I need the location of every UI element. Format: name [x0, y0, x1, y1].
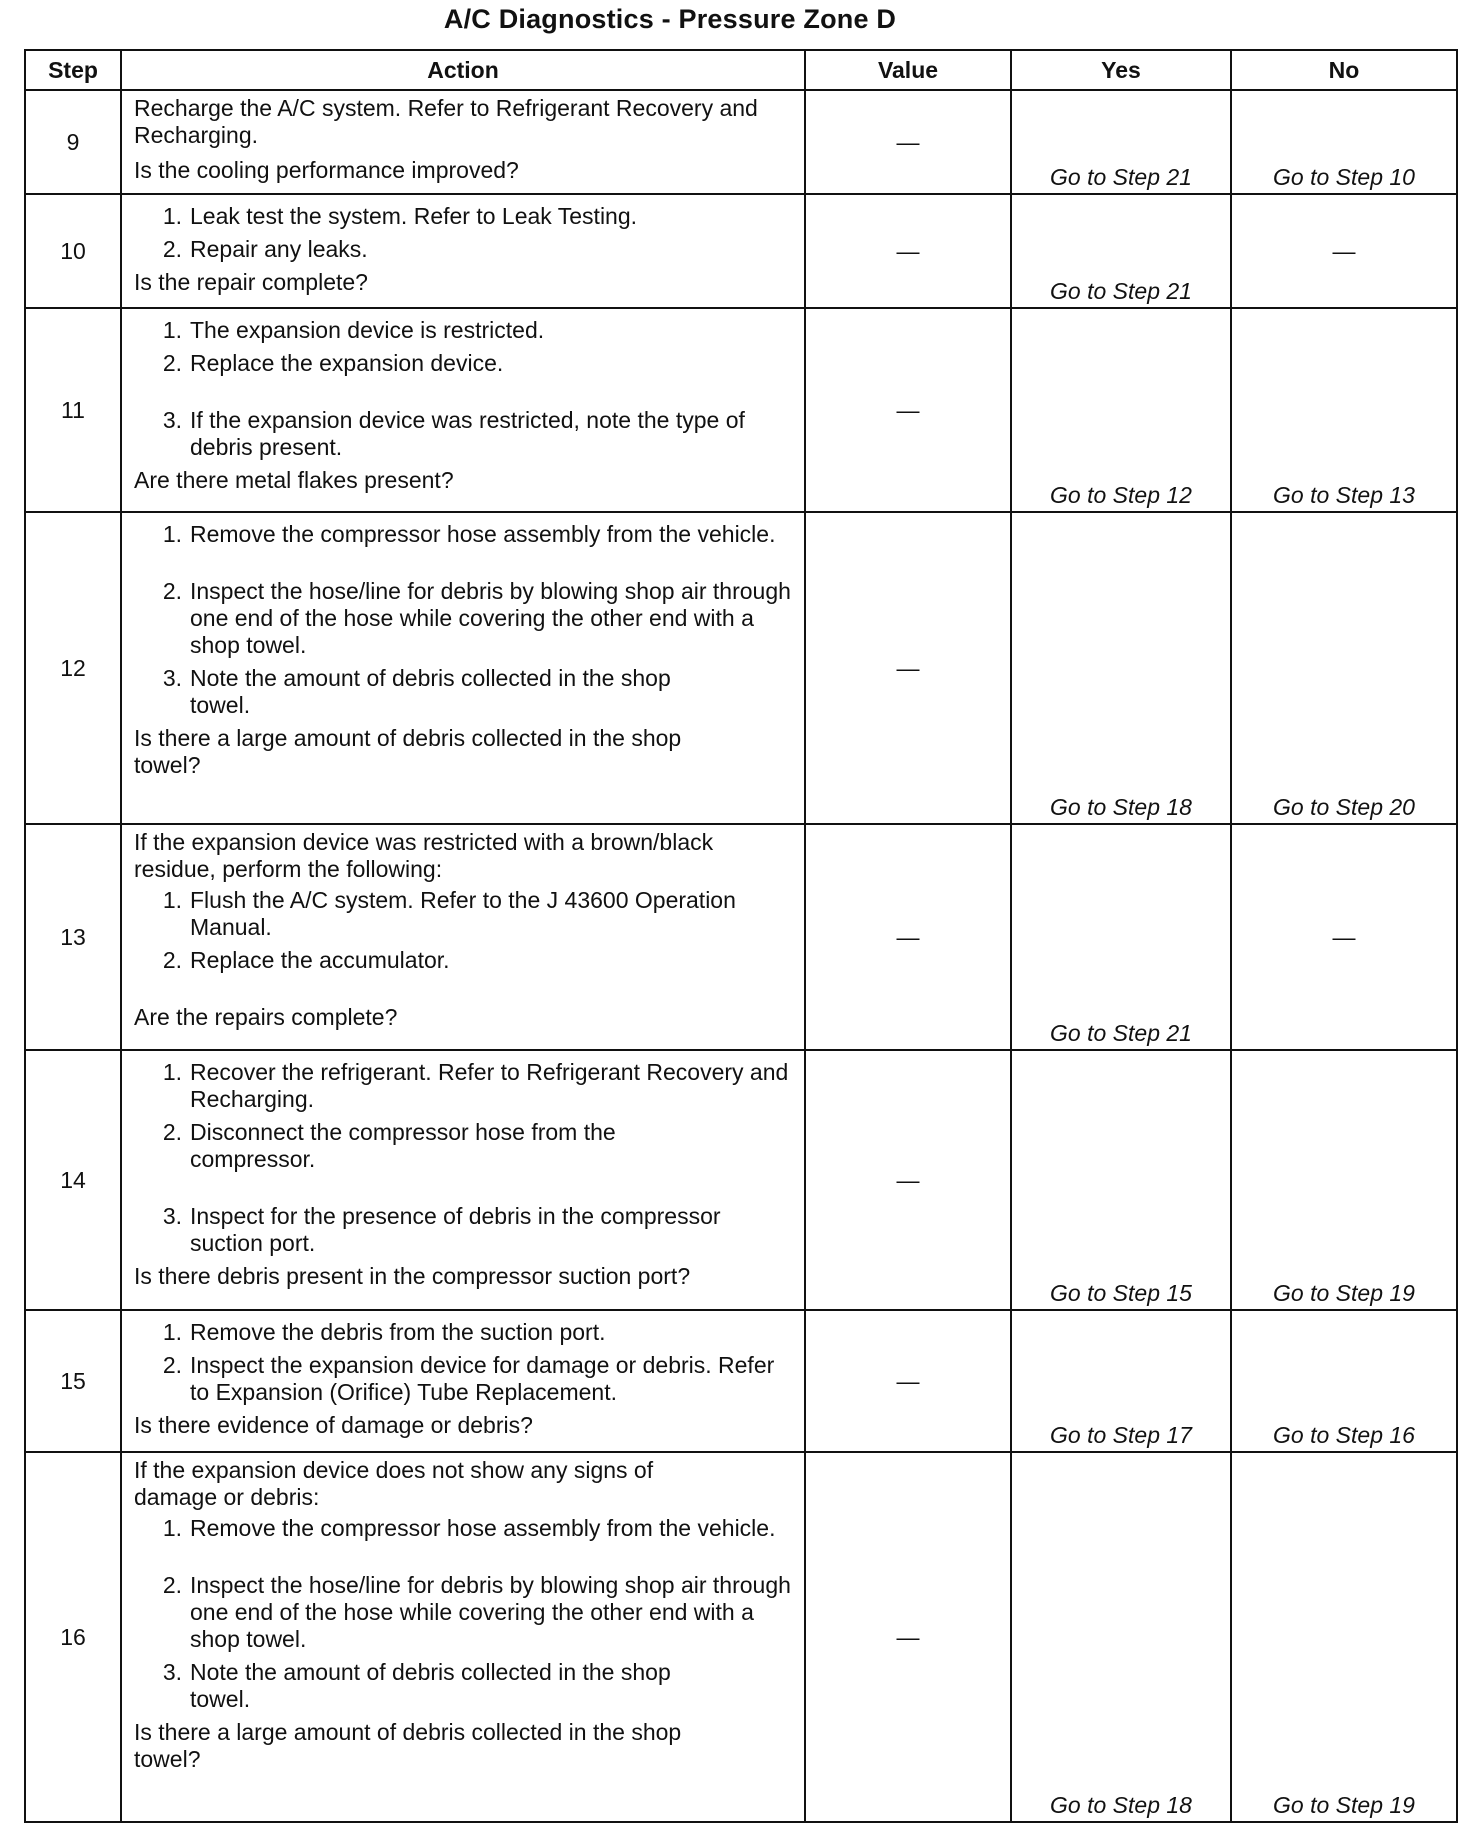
- value-cell: —: [805, 824, 1011, 1050]
- table-row: [25, 90, 1457, 194]
- no-cell: Go to Step 20: [1231, 512, 1457, 824]
- list-item: 2. Disconnect the compressor hose from the compressor.: [162, 1119, 616, 1172]
- list-item: 1. Recover the refrigerant. Refer to Refrigerant Recovery and Recharging.: [162, 1059, 789, 1112]
- header-no: No: [1231, 50, 1457, 90]
- action-cell: [121, 512, 805, 824]
- list-item: 1. Remove the debris from the suction port.: [162, 1319, 606, 1345]
- yes-cell: Go to Step 18: [1011, 1452, 1231, 1822]
- table-row: [25, 1050, 1457, 1310]
- yes-cell: Go to Step 21: [1011, 90, 1231, 194]
- value-cell: —: [805, 90, 1011, 194]
- table-row: [25, 194, 1457, 308]
- table-row: [25, 1310, 1457, 1452]
- no-cell: —: [1231, 194, 1457, 308]
- action-question: Is there a large amount of debris collected in the shop towel?: [134, 1719, 682, 1772]
- list-item: 1. Leak test the system. Refer to Leak Testing.: [162, 203, 638, 229]
- no-cell: Go to Step 19: [1231, 1452, 1457, 1822]
- value-cell: —: [805, 1050, 1011, 1310]
- action-cell: [121, 194, 805, 308]
- action-question: Is the cooling performance improved?: [134, 157, 519, 183]
- list-item: 1. Flush the A/C system. Refer to the J 43600 Operation Manual.: [162, 887, 736, 940]
- action-list: [134, 1319, 794, 1406]
- action-question: Is there a large amount of debris collected in the shop towel?: [134, 725, 682, 778]
- action-intro: If the expansion device was restricted with a brown/black residue, perform the following:: [134, 829, 714, 882]
- list-item: 2. Repair any leaks.: [162, 236, 368, 262]
- step-number: 15: [25, 1310, 121, 1452]
- action-question: Is the repair complete?: [134, 269, 368, 295]
- action-list: [134, 203, 794, 263]
- list-item: 1. Remove the compressor hose assembly from the vehicle.: [162, 1515, 776, 1541]
- diagnostic-table: [24, 49, 1458, 1823]
- action-question: Are the repairs complete?: [134, 1004, 398, 1030]
- table-row: [25, 824, 1457, 1050]
- action-question: Are there metal flakes present?: [134, 467, 454, 493]
- action-cell: [121, 90, 805, 194]
- header-action: Action: [121, 50, 805, 90]
- yes-cell: Go to Step 15: [1011, 1050, 1231, 1310]
- action-list: [134, 317, 794, 461]
- table-row: [25, 1452, 1457, 1822]
- list-item: 3. Inspect for the presence of debris in the compressor suction port.: [162, 1203, 721, 1256]
- step-number: 14: [25, 1050, 121, 1310]
- header-value: Value: [805, 50, 1011, 90]
- list-item: 3. Note the amount of debris collected in the shop towel.: [162, 665, 671, 718]
- list-item: 1. Remove the compressor hose assembly from the vehicle.: [162, 521, 776, 547]
- step-number: 16: [25, 1452, 121, 1822]
- no-cell: Go to Step 16: [1231, 1310, 1457, 1452]
- list-item: 3. If the expansion device was restricted, note the type of debris present.: [162, 407, 745, 460]
- yes-cell: Go to Step 17: [1011, 1310, 1231, 1452]
- table-row: [25, 512, 1457, 824]
- action-question: Is there evidence of damage or debris?: [134, 1412, 533, 1438]
- step-number: 13: [25, 824, 121, 1050]
- list-item: 3. Note the amount of debris collected in the shop towel.: [162, 1659, 671, 1712]
- value-cell: —: [805, 1310, 1011, 1452]
- step-number: 9: [25, 90, 121, 194]
- table-row: [25, 308, 1457, 512]
- list-item: 1. The expansion device is restricted.: [162, 317, 545, 343]
- yes-cell: Go to Step 21: [1011, 194, 1231, 308]
- list-item: 2. Inspect the hose/line for debris by blowing shop air through one end of the hose while covering the other end with a shop towel.: [162, 1572, 791, 1652]
- header-row: [25, 50, 1457, 90]
- no-cell: Go to Step 13: [1231, 308, 1457, 512]
- action-cell: [121, 308, 805, 512]
- header-yes: Yes: [1011, 50, 1231, 90]
- list-item: 2. Replace the expansion device.: [162, 350, 504, 376]
- action-intro: If the expansion device does not show any signs of damage or debris:: [134, 1457, 654, 1510]
- action-list: [134, 521, 794, 719]
- action-list: [134, 1515, 794, 1713]
- value-cell: —: [805, 194, 1011, 308]
- value-cell: —: [805, 512, 1011, 824]
- action-list: [134, 1059, 794, 1257]
- yes-cell: Go to Step 12: [1011, 308, 1231, 512]
- action-cell: [121, 1452, 805, 1822]
- action-cell: [121, 1050, 805, 1310]
- list-item: 2. Inspect the hose/line for debris by blowing shop air through one end of the hose while covering the other end with a shop towel.: [162, 578, 791, 658]
- no-cell: Go to Step 10: [1231, 90, 1457, 194]
- page-title: A/C Diagnostics - Pressure Zone D: [443, 4, 897, 34]
- no-cell: —: [1231, 824, 1457, 1050]
- value-cell: —: [805, 1452, 1011, 1822]
- value-cell: —: [805, 308, 1011, 512]
- action-list: [134, 887, 794, 974]
- action-intro: Recharge the A/C system. Refer to Refrigerant Recovery and Recharging.: [134, 95, 758, 148]
- action-cell: [121, 824, 805, 1050]
- yes-cell: Go to Step 18: [1011, 512, 1231, 824]
- step-number: 11: [25, 308, 121, 512]
- action-cell: [121, 1310, 805, 1452]
- list-item: 2. Replace the accumulator.: [162, 947, 450, 973]
- action-question: Is there debris present in the compressor suction port?: [134, 1263, 691, 1289]
- header-step: Step: [25, 50, 121, 90]
- list-item: 2. Inspect the expansion device for damage or debris. Refer to Expansion (Orifice) Tube Replacement.: [162, 1352, 775, 1405]
- step-number: 12: [25, 512, 121, 824]
- yes-cell: Go to Step 21: [1011, 824, 1231, 1050]
- no-cell: Go to Step 19: [1231, 1050, 1457, 1310]
- step-number: 10: [25, 194, 121, 308]
